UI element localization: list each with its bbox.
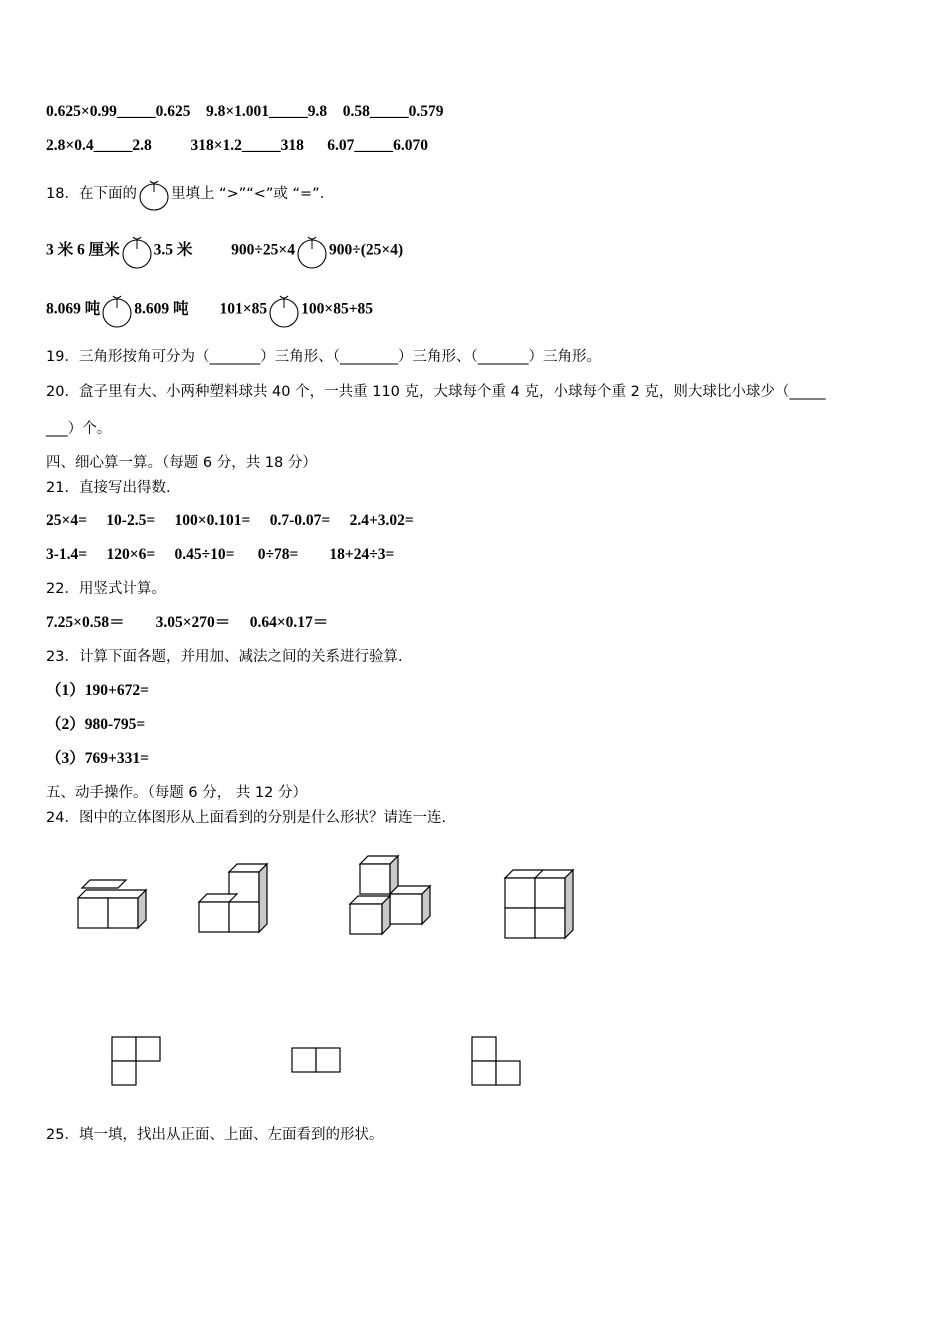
solid-figure-1[interactable] <box>76 876 152 932</box>
apple-icon[interactable] <box>121 232 153 270</box>
q20-text-line-1: 20．盒子里有大、小两种塑料球共 40 个，一共重 110 克，大球每个重 4 克，小球每个重 2 克，则大球比小球少（_____ <box>46 384 826 400</box>
q21-item: 2.4+3.02= <box>349 512 414 529</box>
q21-item: 25×4= <box>46 512 87 529</box>
q23-title: 23．计算下面各题，并用加、减法之间的关系进行验算. <box>46 649 403 665</box>
q18-left: 3 米 6 厘米 <box>46 241 120 259</box>
q17-item: 2.8×0.4_____2.8 <box>46 137 152 154</box>
q19-text: 19．三角形按角可分为（_______）三角形、（________）三角形、（_______）三角形。 <box>46 349 601 365</box>
q22-row <box>46 613 328 633</box>
solid-figure-4[interactable] <box>505 870 573 938</box>
q17-item: 6.07_____6.070 <box>327 137 428 154</box>
q17-item: 0.625×0.99_____0.625 <box>46 103 191 120</box>
apple-icon <box>138 176 170 212</box>
q18-prompt-end: 里填上 “>”“<”或 “=”. <box>170 186 325 202</box>
q18-prompt-start: 18．在下面的 <box>46 186 137 202</box>
q21-item: 0.7-0.07= <box>269 512 331 529</box>
q18-right: 900÷(25×4) <box>329 241 404 259</box>
solid-figure-2[interactable] <box>199 864 267 932</box>
q25-title: 25．填一填，找出从正面、上面、左面看到的形状。 <box>46 1127 384 1143</box>
q22-item: 0.64×0.17＝ <box>249 614 329 631</box>
top-view-shape-1[interactable] <box>112 1037 160 1085</box>
q20-text-line-2: ___）个。 <box>46 421 112 437</box>
q21-title: 21．直接写出得数. <box>46 480 171 496</box>
q24-title: 24．图中的立体图形从上面看到的分别是什么形状？请连一连. <box>46 810 447 826</box>
q18-right: 100×85+85 <box>301 300 374 318</box>
q21-item: 10-2.5= <box>106 512 156 529</box>
section-4-heading: 四、细心算一算。（每题 6 分，共 18 分） <box>46 455 317 471</box>
q23-item-2: （2）980-795= <box>46 716 146 733</box>
q22-item: 3.05×270＝ <box>155 614 231 631</box>
q21-row-1 <box>46 511 414 531</box>
q21-item: 3-1.4= <box>46 546 88 563</box>
q18-right: 8.609 吨 <box>134 300 189 318</box>
top-view-shape-2[interactable] <box>292 1048 340 1072</box>
q21-row-2 <box>46 545 394 565</box>
q23-item-3: （3）769+331= <box>46 750 149 767</box>
q17-item: 318×1.2_____318 <box>190 137 304 154</box>
q21-item: 100×0.101= <box>174 512 251 529</box>
q17-item: 9.8×1.001_____9.8 <box>205 103 328 120</box>
q18-right: 3.5 米 <box>153 241 193 259</box>
q18-prompt <box>46 176 324 212</box>
q23-item-1: （1）190+672= <box>46 682 149 699</box>
q18-left: 8.069 吨 <box>46 300 101 318</box>
section-5-heading: 五、动手操作。（每题 6 分， 共 12 分） <box>46 785 307 801</box>
q21-item: 120×6= <box>106 546 156 563</box>
apple-icon[interactable] <box>101 291 133 329</box>
apple-icon[interactable] <box>268 291 300 329</box>
q17-item: 0.58_____0.579 <box>342 103 444 120</box>
q21-item: 18+24÷3= <box>329 546 395 563</box>
apple-icon[interactable] <box>296 232 328 270</box>
q18-left: 900÷25×4 <box>231 241 295 259</box>
q22-item: 7.25×0.58＝ <box>46 614 125 631</box>
q18-row-1 <box>46 232 403 270</box>
q22-title: 22．用竖式计算。 <box>46 581 166 597</box>
q17-row-1 <box>46 102 443 122</box>
solid-figure-3[interactable] <box>350 856 430 934</box>
q17-row-2 <box>46 136 428 156</box>
q21-item: 0÷78= <box>257 546 299 563</box>
top-view-shape-3[interactable] <box>472 1037 520 1085</box>
q21-item: 0.45÷10= <box>174 546 235 563</box>
q18-row-2 <box>46 291 373 329</box>
q18-left: 101×85 <box>219 300 268 318</box>
